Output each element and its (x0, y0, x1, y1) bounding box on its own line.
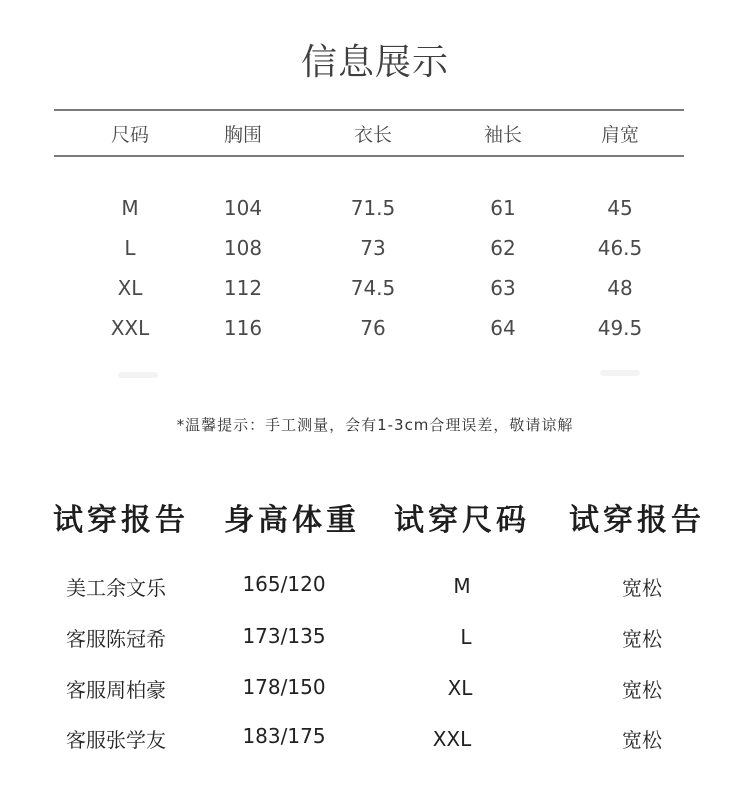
trial-name: 客服周柏豪 (66, 678, 166, 702)
header-chest: 胸围 (223, 124, 262, 146)
header-sleeve: 袖长 (483, 124, 522, 146)
measurement-note: *温馨提示：手工测量，会有1-3cm合理误差，敬请谅解 (176, 416, 574, 434)
table-cell: 46.5 (597, 236, 643, 260)
trial-size: XXL (432, 727, 472, 751)
table-cell: 112 (223, 276, 263, 300)
table-cell: 45 (607, 196, 633, 220)
trial-header-fit: 试穿报告 (569, 503, 705, 538)
trial-name: 客服张学友 (66, 728, 166, 752)
table-cell: 61 (490, 196, 516, 220)
trial-fit: 宽松 (622, 627, 662, 651)
table-cell: 73 (360, 236, 386, 260)
table-cell: 71.5 (350, 196, 396, 220)
table-cell: M (121, 196, 139, 220)
background-smudge (118, 372, 158, 378)
trial-size: M (453, 574, 471, 598)
table-cell: L (124, 236, 136, 260)
table-cell: 76 (360, 316, 386, 340)
trial-height-weight: 178/150 (242, 675, 326, 699)
header-length: 衣长 (353, 124, 392, 146)
table-cell: 116 (223, 316, 263, 340)
trial-height-weight: 173/135 (242, 624, 326, 648)
table-cell: 48 (607, 276, 633, 300)
trial-size: XL (447, 676, 473, 700)
table-cell: 108 (223, 236, 263, 260)
table-cell: 49.5 (597, 316, 643, 340)
trial-fit: 宽松 (622, 728, 662, 752)
table-cell: XL (117, 276, 143, 300)
table-cell: 62 (490, 236, 516, 260)
trial-header-height-weight: 身高体重 (224, 503, 360, 538)
trial-height-weight: 183/175 (242, 724, 326, 748)
trial-name: 美工余文乐 (66, 576, 166, 600)
trial-fit: 宽松 (622, 678, 662, 702)
table-header-rule (54, 155, 684, 157)
table-cell: 74.5 (350, 276, 396, 300)
trial-size: L (460, 625, 472, 649)
table-cell: 64 (490, 316, 516, 340)
table-cell: 104 (223, 196, 263, 220)
trial-fit: 宽松 (622, 576, 662, 600)
header-size: 尺码 (110, 124, 149, 146)
page-title: 信息展示 (300, 42, 449, 83)
header-shoulder: 肩宽 (600, 124, 639, 146)
table-top-rule (54, 109, 684, 111)
trial-header-report: 试穿报告 (53, 503, 189, 538)
trial-header-size: 试穿尺码 (394, 503, 530, 538)
trial-height-weight: 165/120 (242, 572, 326, 596)
table-cell: XXL (110, 316, 150, 340)
table-cell: 63 (490, 276, 516, 300)
trial-name: 客服陈冠希 (66, 627, 166, 651)
background-smudge (600, 370, 640, 376)
